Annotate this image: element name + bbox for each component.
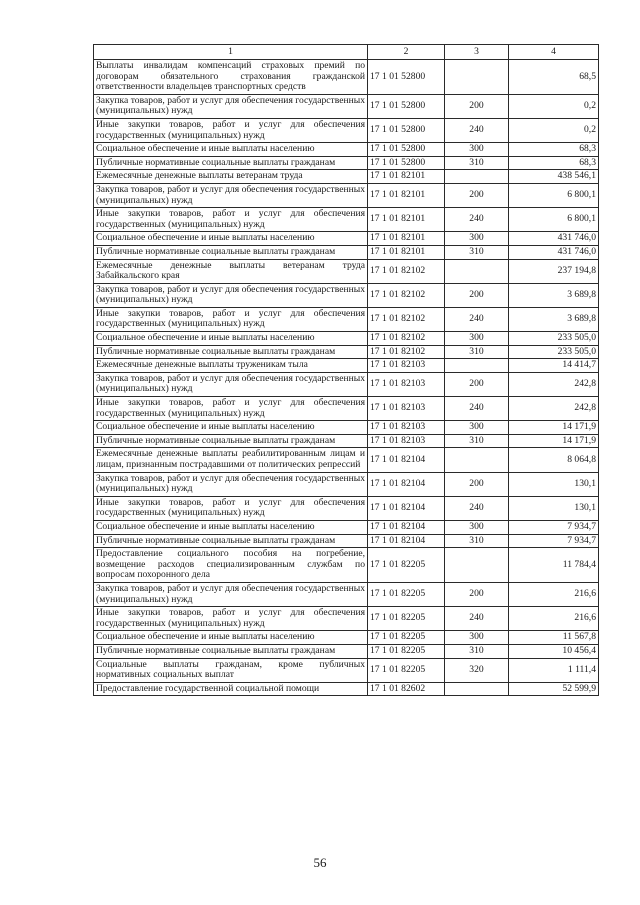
- table-row: [94, 232, 599, 246]
- row-name: Публичные нормативные социальные выплаты гражданам: [94, 534, 368, 548]
- row-amount: 0,2: [509, 94, 599, 118]
- row-name: Публичные нормативные социальные выплаты гражданам: [94, 644, 368, 658]
- row-code: 17 1 01 52800: [368, 118, 445, 142]
- row-name: Публичные нормативные социальные выплаты гражданам: [94, 434, 368, 448]
- table-row: [94, 283, 599, 307]
- row-expense-type: 200: [445, 372, 509, 396]
- row-expense-type: 240: [445, 118, 509, 142]
- table-row: [94, 359, 599, 373]
- row-code: 17 1 01 82205: [368, 548, 445, 583]
- row-code: 17 1 01 82101: [368, 183, 445, 207]
- table-row: [94, 448, 599, 472]
- row-name: Социальное обеспечение и иные выплаты населению: [94, 631, 368, 645]
- row-name: Публичные нормативные социальные выплаты гражданам: [94, 345, 368, 359]
- row-amount: 431 746,0: [509, 232, 599, 246]
- table-row: [94, 170, 599, 184]
- row-amount: 68,5: [509, 60, 599, 95]
- table-row: [94, 183, 599, 207]
- row-amount: 216,6: [509, 607, 599, 631]
- row-expense-type: 310: [445, 156, 509, 170]
- row-amount: 242,8: [509, 397, 599, 421]
- table-row: [94, 520, 599, 534]
- row-code: 17 1 01 52800: [368, 143, 445, 157]
- row-name: Выплаты инвалидам компенсаций страховых премий по договорам обязательного страхования гражданской ответственности владельцев транспортных средств: [94, 60, 368, 95]
- table-row: [94, 345, 599, 359]
- row-amount: 130,1: [509, 496, 599, 520]
- row-code: 17 1 01 82103: [368, 397, 445, 421]
- row-expense-type: 320: [445, 658, 509, 682]
- row-name: Предоставление государственной социальной помощи: [94, 682, 368, 696]
- row-name: Социальное обеспечение и иные выплаты населению: [94, 332, 368, 346]
- row-expense-type: [445, 259, 509, 283]
- row-name: Предоставление социального пособия на погребение, возмещение расходов специализированным службам по вопросам похоронного дела: [94, 548, 368, 583]
- row-code: 17 1 01 82104: [368, 520, 445, 534]
- row-amount: 0,2: [509, 118, 599, 142]
- row-name: Закупка товаров, работ и услуг для обеспечения государственных (муниципальных) нужд: [94, 472, 368, 496]
- row-code: 17 1 01 82205: [368, 658, 445, 682]
- row-amount: 68,3: [509, 143, 599, 157]
- row-name: Ежемесячные денежные выплаты реабилитированным лицам и лицам, признанным пострадавшими от политических репрессий: [94, 448, 368, 472]
- table-row: [94, 245, 599, 259]
- row-code: 17 1 01 82103: [368, 434, 445, 448]
- row-expense-type: [445, 448, 509, 472]
- table-row: [94, 607, 599, 631]
- table-row: [94, 658, 599, 682]
- row-amount: 14 171,9: [509, 434, 599, 448]
- row-name: Публичные нормативные социальные выплаты гражданам: [94, 156, 368, 170]
- table-row: [94, 534, 599, 548]
- row-amount: 438 546,1: [509, 170, 599, 184]
- row-code: 17 1 01 82205: [368, 644, 445, 658]
- row-code: 17 1 01 52800: [368, 156, 445, 170]
- page-number: 56: [313, 855, 327, 870]
- row-code: 17 1 01 82102: [368, 283, 445, 307]
- row-expense-type: [445, 359, 509, 373]
- row-name: Закупка товаров, работ и услуг для обеспечения государственных (муниципальных) нужд: [94, 183, 368, 207]
- table-row: [94, 421, 599, 435]
- row-expense-type: 240: [445, 607, 509, 631]
- row-name: Иные закупки товаров, работ и услуг для обеспечения государственных (муниципальных) нужд: [94, 307, 368, 331]
- row-code: 17 1 01 82205: [368, 582, 445, 606]
- row-code: 17 1 01 82102: [368, 307, 445, 331]
- table-row: [94, 631, 599, 645]
- row-amount: 3 689,8: [509, 307, 599, 331]
- table-row: [94, 118, 599, 142]
- row-name: Иные закупки товаров, работ и услуг для обеспечения государственных (муниципальных) нужд: [94, 118, 368, 142]
- table-row: [94, 582, 599, 606]
- row-amount: 242,8: [509, 372, 599, 396]
- row-amount: 431 746,0: [509, 245, 599, 259]
- table-row: [94, 496, 599, 520]
- row-amount: 7 934,7: [509, 520, 599, 534]
- row-expense-type: 240: [445, 496, 509, 520]
- row-expense-type: 300: [445, 631, 509, 645]
- header-col-2: 2: [368, 45, 445, 60]
- row-name: Публичные нормативные социальные выплаты гражданам: [94, 245, 368, 259]
- table-row: [94, 208, 599, 232]
- row-expense-type: 310: [445, 534, 509, 548]
- row-code: 17 1 01 82101: [368, 232, 445, 246]
- row-name: Иные закупки товаров, работ и услуг для обеспечения государственных (муниципальных) нужд: [94, 397, 368, 421]
- row-amount: 1 111,4: [509, 658, 599, 682]
- row-name: Закупка товаров, работ и услуг для обеспечения государственных (муниципальных) нужд: [94, 372, 368, 396]
- row-expense-type: 240: [445, 307, 509, 331]
- table-row: [94, 372, 599, 396]
- row-expense-type: [445, 170, 509, 184]
- row-amount: 11 784,4: [509, 548, 599, 583]
- row-amount: 6 800,1: [509, 183, 599, 207]
- row-expense-type: [445, 682, 509, 696]
- row-code: 17 1 01 82102: [368, 332, 445, 346]
- row-code: 17 1 01 82104: [368, 496, 445, 520]
- row-code: 17 1 01 82602: [368, 682, 445, 696]
- row-expense-type: 200: [445, 283, 509, 307]
- row-code: 17 1 01 82101: [368, 245, 445, 259]
- table-row: [94, 644, 599, 658]
- row-code: 17 1 01 82104: [368, 448, 445, 472]
- row-code: 17 1 01 82101: [368, 170, 445, 184]
- table-row: [94, 156, 599, 170]
- row-amount: 3 689,8: [509, 283, 599, 307]
- row-expense-type: 310: [445, 345, 509, 359]
- row-code: 17 1 01 52800: [368, 94, 445, 118]
- row-amount: 52 599,9: [509, 682, 599, 696]
- row-amount: 7 934,7: [509, 534, 599, 548]
- row-name: Социальное обеспечение и иные выплаты населению: [94, 520, 368, 534]
- row-name: Социальные выплаты гражданам, кроме публичных нормативных социальных выплат: [94, 658, 368, 682]
- row-name: Социальное обеспечение и иные выплаты населению: [94, 232, 368, 246]
- row-name: Ежемесячные денежные выплаты труженикам тыла: [94, 359, 368, 373]
- row-amount: 237 194,8: [509, 259, 599, 283]
- row-expense-type: 310: [445, 434, 509, 448]
- header-row: [94, 45, 599, 60]
- row-expense-type: 300: [445, 520, 509, 534]
- row-name: Закупка товаров, работ и услуг для обеспечения государственных (муниципальных) нужд: [94, 582, 368, 606]
- row-code: 17 1 01 82101: [368, 208, 445, 232]
- row-code: 17 1 01 52800: [368, 60, 445, 95]
- row-code: 17 1 01 82103: [368, 372, 445, 396]
- row-code: 17 1 01 82104: [368, 472, 445, 496]
- row-code: 17 1 01 82205: [368, 607, 445, 631]
- table-row: [94, 332, 599, 346]
- row-name: Иные закупки товаров, работ и услуг для обеспечения государственных (муниципальных) нужд: [94, 607, 368, 631]
- row-expense-type: 300: [445, 421, 509, 435]
- row-name: Социальное обеспечение и иные выплаты населению: [94, 421, 368, 435]
- table-row: [94, 682, 599, 696]
- row-expense-type: 240: [445, 208, 509, 232]
- row-expense-type: 310: [445, 644, 509, 658]
- row-amount: 6 800,1: [509, 208, 599, 232]
- table-row: [94, 259, 599, 283]
- table-row: [94, 397, 599, 421]
- row-expense-type: 200: [445, 183, 509, 207]
- row-name: Иные закупки товаров, работ и услуг для обеспечения государственных (муниципальных) нужд: [94, 496, 368, 520]
- row-name: Закупка товаров, работ и услуг для обеспечения государственных (муниципальных) нужд: [94, 283, 368, 307]
- row-expense-type: 200: [445, 94, 509, 118]
- row-amount: 216,6: [509, 582, 599, 606]
- row-amount: 130,1: [509, 472, 599, 496]
- row-amount: 233 505,0: [509, 332, 599, 346]
- table-row: [94, 472, 599, 496]
- row-expense-type: 300: [445, 143, 509, 157]
- table-row: [94, 143, 599, 157]
- row-name: Иные закупки товаров, работ и услуг для обеспечения государственных (муниципальных) нужд: [94, 208, 368, 232]
- header-col-4: 4: [509, 45, 599, 60]
- row-amount: 11 567,8: [509, 631, 599, 645]
- budget-table: [93, 44, 599, 696]
- row-expense-type: 240: [445, 397, 509, 421]
- table-row: [94, 94, 599, 118]
- row-code: 17 1 01 82103: [368, 359, 445, 373]
- row-expense-type: 200: [445, 472, 509, 496]
- row-amount: 8 064,8: [509, 448, 599, 472]
- row-amount: 10 456,4: [509, 644, 599, 658]
- row-amount: 233 505,0: [509, 345, 599, 359]
- row-expense-type: 300: [445, 332, 509, 346]
- table-row: [94, 434, 599, 448]
- row-amount: 68,3: [509, 156, 599, 170]
- row-name: Закупка товаров, работ и услуг для обеспечения государственных (муниципальных) нужд: [94, 94, 368, 118]
- table-row: [94, 307, 599, 331]
- header-col-3: 3: [445, 45, 509, 60]
- row-amount: 14 414,7: [509, 359, 599, 373]
- row-name: Ежемесячные денежные выплаты ветеранам труда: [94, 170, 368, 184]
- row-expense-type: 300: [445, 232, 509, 246]
- row-expense-type: 310: [445, 245, 509, 259]
- row-name: Социальное обеспечение и иные выплаты населению: [94, 143, 368, 157]
- row-name: Ежемесячные денежные выплаты ветеранам труда Забайкальского края: [94, 259, 368, 283]
- table-body: [94, 60, 599, 696]
- header-col-1: 1: [94, 45, 368, 60]
- table-row: [94, 548, 599, 583]
- row-expense-type: [445, 60, 509, 95]
- row-amount: 14 171,9: [509, 421, 599, 435]
- row-code: 17 1 01 82102: [368, 345, 445, 359]
- row-expense-type: 200: [445, 582, 509, 606]
- table-row: [94, 60, 599, 95]
- row-code: 17 1 01 82103: [368, 421, 445, 435]
- row-expense-type: [445, 548, 509, 583]
- row-code: 17 1 01 82205: [368, 631, 445, 645]
- row-code: 17 1 01 82104: [368, 534, 445, 548]
- row-code: 17 1 01 82102: [368, 259, 445, 283]
